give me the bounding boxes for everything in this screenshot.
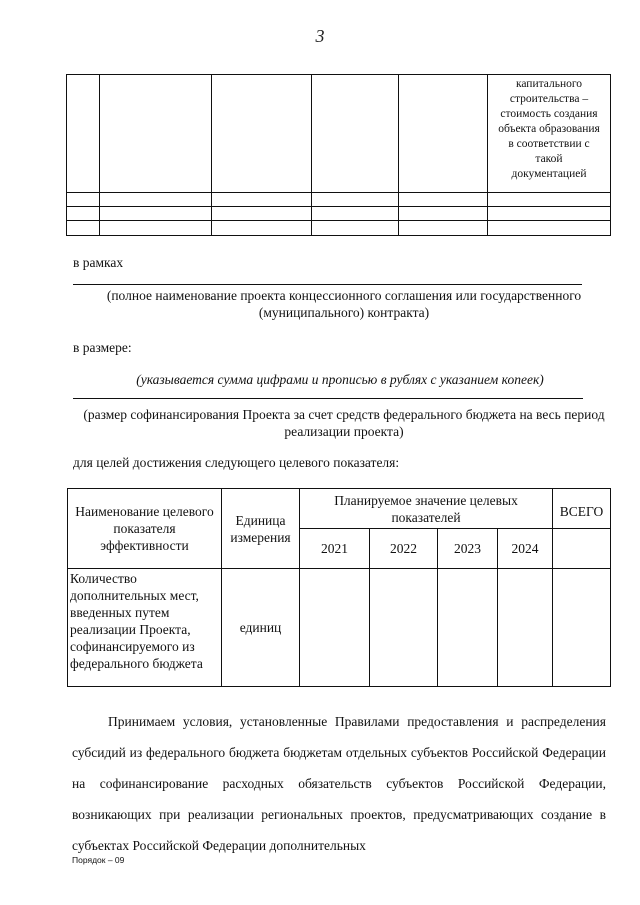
frame-blank-line	[73, 284, 582, 285]
total-cell	[553, 569, 611, 687]
header-indicator-name: Наименование целевого показателя эффективности	[68, 489, 222, 569]
indicator-name-cell: Количество дополнительных мест, введенных путем реализации Проекта, софинансируемого из федерального бюджета	[68, 569, 222, 687]
value-cell	[438, 569, 498, 687]
amount-label: в размере:	[73, 340, 132, 355]
table-cell	[399, 75, 488, 193]
header-year: 2023	[438, 529, 498, 569]
note-line: стоимость создания	[500, 108, 598, 120]
amount-caption: (размер софинансирования Проекта за счет средств федерального бюджета на весь период реализации проекта)	[83, 407, 605, 439]
header-planned-values: Планируемое значение целевых показателей	[300, 489, 553, 529]
indicator-table	[67, 488, 611, 687]
continuation-table	[66, 74, 611, 236]
footer-code: Порядок – 09	[72, 855, 125, 865]
header-total: ВСЕГО	[553, 489, 611, 529]
cost-note-cell	[488, 75, 611, 193]
goal-label: для целей достижения следующего целевого показателя:	[73, 455, 400, 470]
frame-caption: (полное наименование проекта концессионного соглашения или государственного (муниципального) контракта)	[106, 288, 582, 320]
conditions-paragraph: Принимаем условия, установленные Правилами предоставления и распределения субсидий из федерального бюджета бюджетам отдельных субъектов Российской Федерации на софинансирование расходных обязательств субъектов Российской Федерации, возникающих при реализации региональных проектов, предусматривающих создание в субъектах Российской Федерации дополнительных	[72, 714, 606, 853]
frame-label: в рамках	[73, 255, 124, 270]
value-cell	[300, 569, 370, 687]
header-year: 2022	[370, 529, 438, 569]
header-total-empty	[553, 529, 611, 569]
header-year: 2021	[300, 529, 370, 569]
table-cell	[100, 75, 212, 193]
note-line: такой	[535, 153, 563, 165]
amount-blank-line	[73, 398, 583, 399]
header-unit: Единица измерения	[222, 489, 300, 569]
note-line: капитального	[515, 78, 583, 90]
value-cell	[498, 569, 553, 687]
note-line: строительства –	[509, 93, 589, 105]
value-cell	[370, 569, 438, 687]
indicator-unit-cell: единиц	[222, 569, 300, 687]
amount-note: (указывается сумма цифрами и прописью в рублях с указанием копеек)	[136, 372, 544, 387]
header-year: 2024	[498, 529, 553, 569]
table-cell	[312, 75, 399, 193]
table-cell	[67, 75, 100, 193]
page-number: 3	[315, 26, 325, 46]
note-line: объекта образования	[498, 123, 600, 135]
note-line: в соответствии с	[508, 138, 590, 150]
note-line: документацией	[511, 168, 587, 180]
table-cell	[212, 75, 312, 193]
